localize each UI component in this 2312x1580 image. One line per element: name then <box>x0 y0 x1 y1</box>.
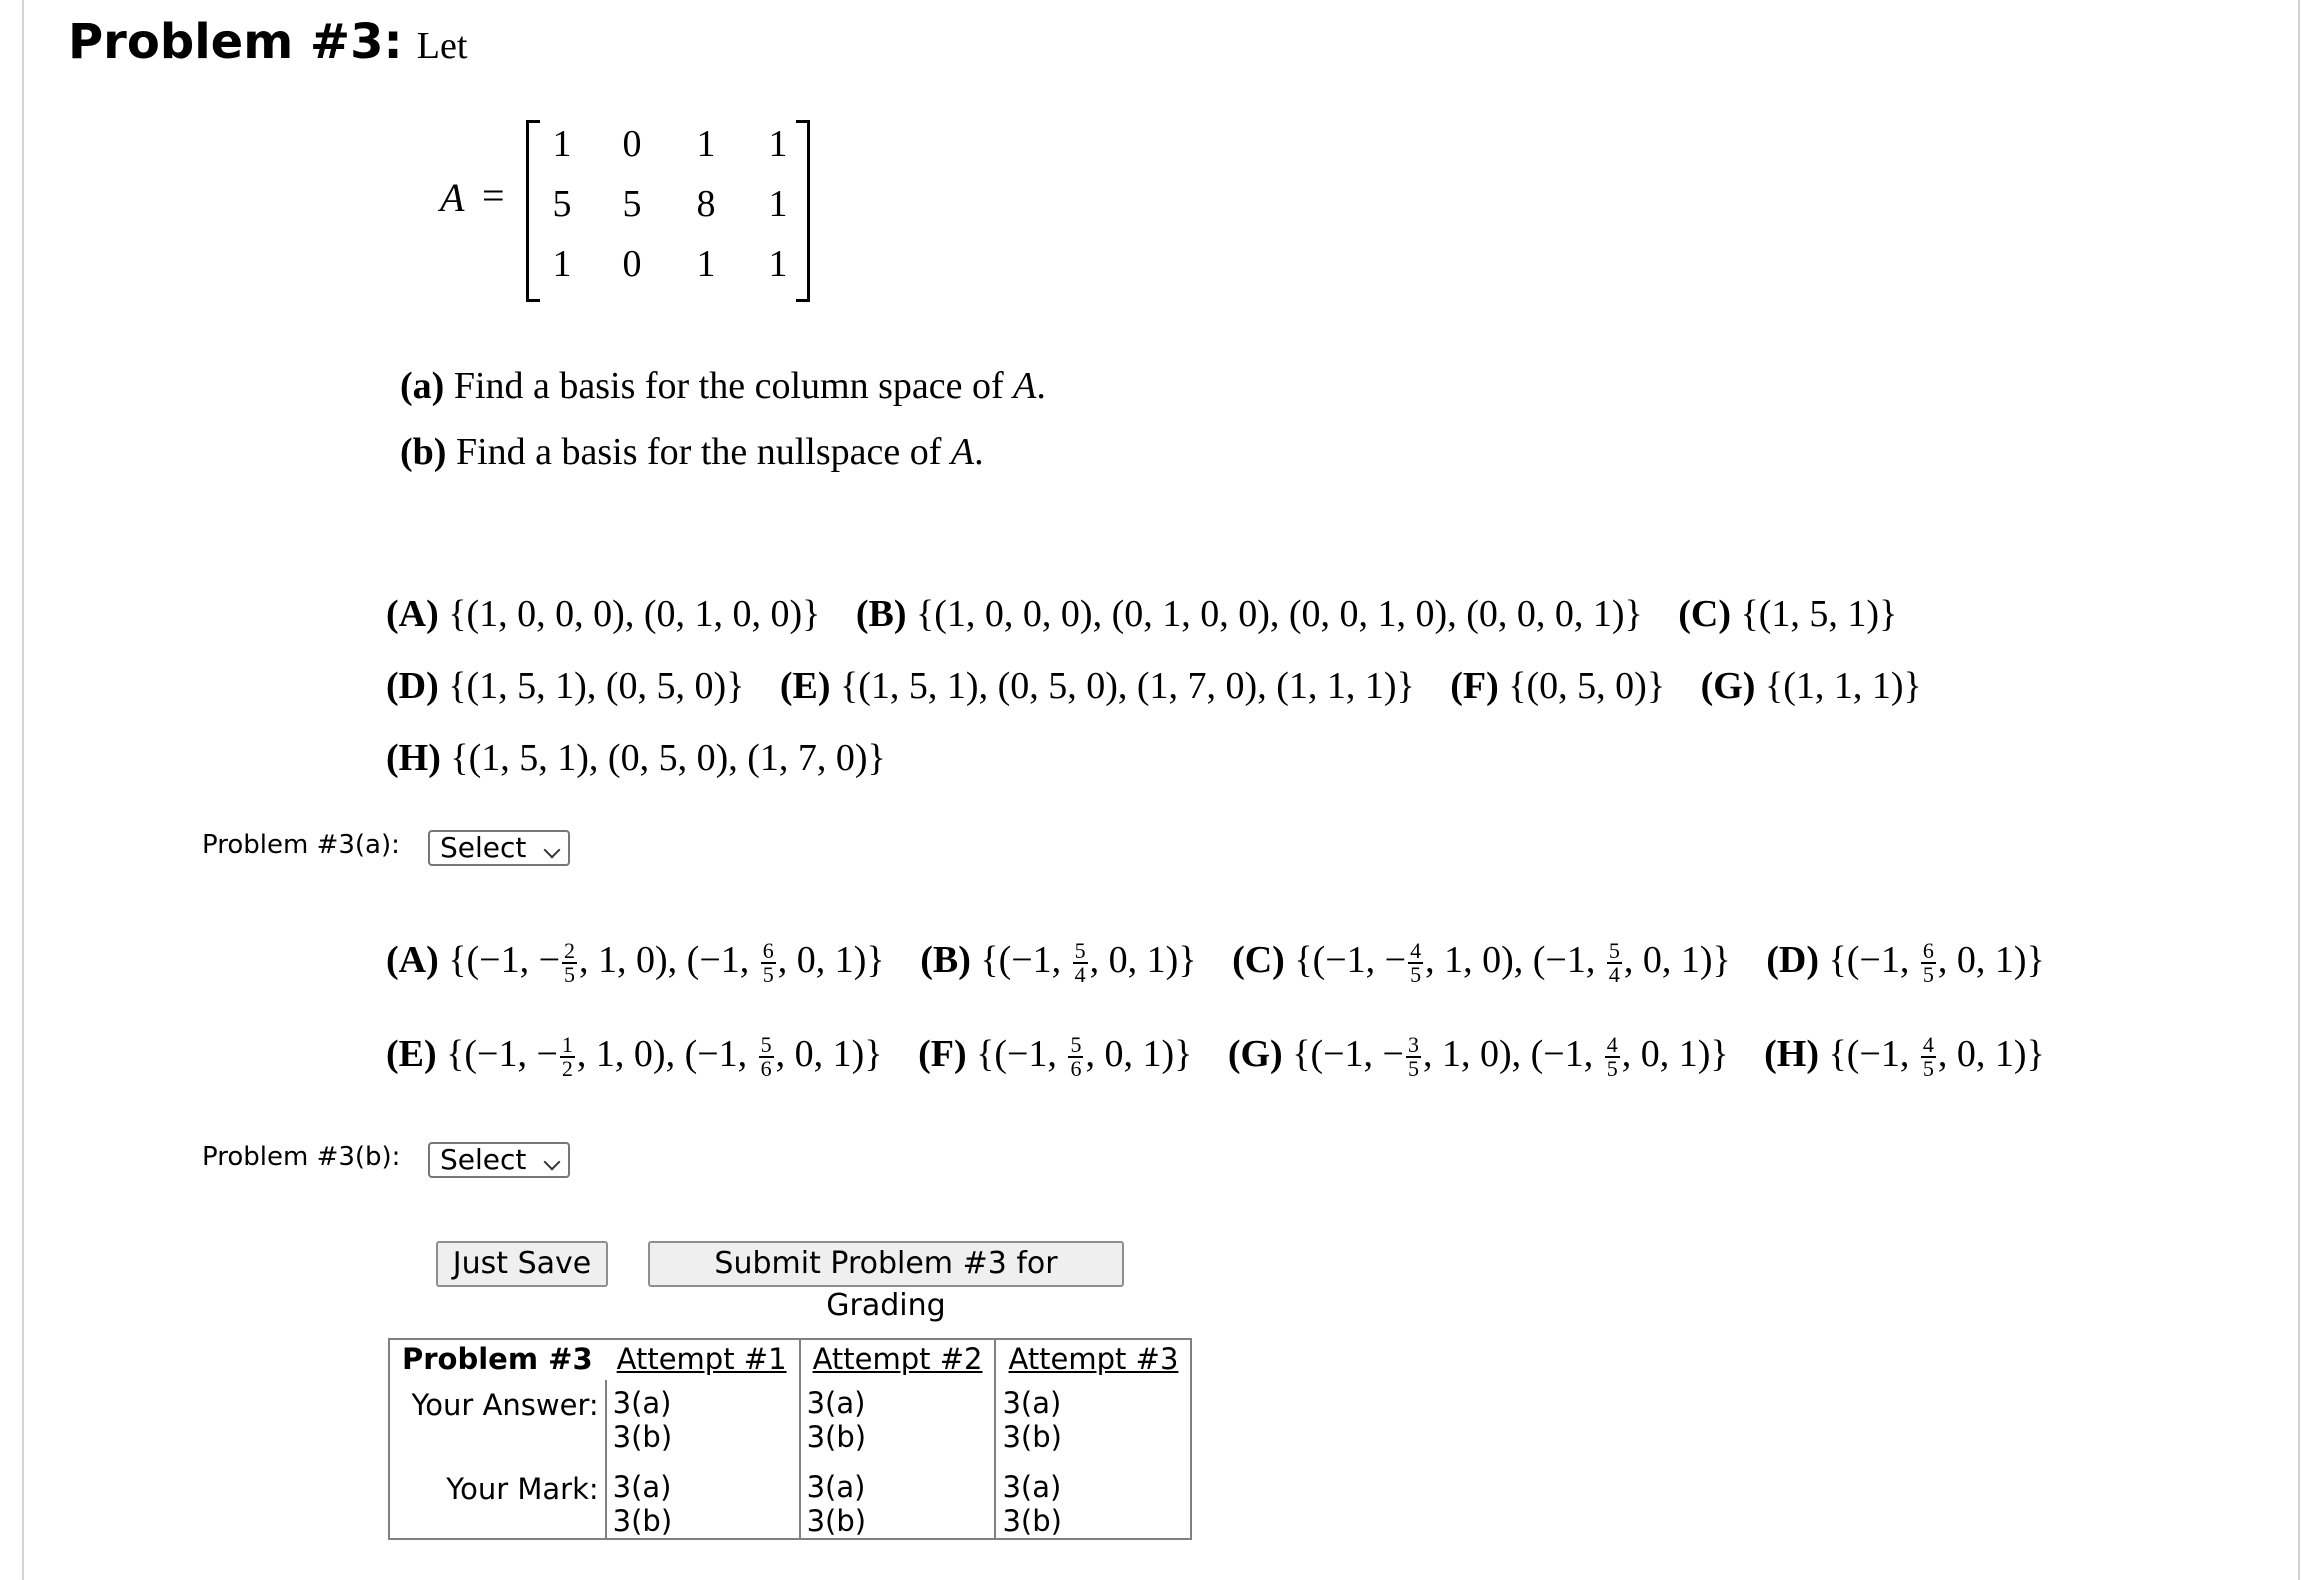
option-b-A <box>386 938 885 988</box>
option-label: (B) <box>855 593 907 635</box>
matrix-cell: 1 <box>696 243 716 285</box>
matrix-cell: 5 <box>552 183 572 225</box>
option-text: , 0, 1)} <box>1937 1033 2045 1075</box>
fraction <box>1073 940 1088 986</box>
option-text: {(1, 0, 0, 0), (0, 1, 0, 0), (0, 0, 1, 0), (0, 0, 0, 1)} <box>916 593 1643 635</box>
matrix-cell: 1 <box>696 123 716 165</box>
options-b-row-2 <box>386 1032 2071 1080</box>
chevron-down-icon <box>544 1154 561 1171</box>
matrix-cell: 1 <box>768 183 788 225</box>
option-label: (A) <box>386 593 439 635</box>
option-text: {(−1, <box>980 939 1071 981</box>
option-label: (H) <box>386 737 441 779</box>
option-text: , 0, 1)} <box>775 1033 883 1075</box>
option-label: (C) <box>1678 593 1732 635</box>
problem-title-text: Problem #3: <box>68 14 403 70</box>
fraction-numerator: 5 <box>1608 938 1620 964</box>
fraction <box>1068 1034 1083 1080</box>
option-b-B <box>920 938 1197 988</box>
option-a-A <box>386 593 820 635</box>
option-text: , 0, 1)} <box>777 939 885 981</box>
option-text: {(1, 0, 0, 0), (0, 1, 0, 0)} <box>448 593 821 635</box>
matrix-variable: A <box>440 175 465 220</box>
options-a-row-1 <box>386 592 1923 636</box>
option-label: (B) <box>920 939 971 981</box>
part-a-label: 3(a) <box>612 1470 672 1504</box>
matrix-cell: 0 <box>622 243 642 285</box>
question-a-end: . <box>1036 365 1046 407</box>
problem-let-text: Let <box>416 25 468 67</box>
option-a-E <box>780 665 1415 707</box>
problem-title <box>68 14 467 70</box>
option-label: (E) <box>779 665 831 707</box>
attempts-problem-header: Problem #3 <box>402 1342 593 1376</box>
your-mark-row <box>390 1454 1190 1538</box>
option-label: (G) <box>1227 1033 1283 1075</box>
option-text: {(0, 5, 0)} <box>1508 665 1666 707</box>
option-text: {(1, 5, 1), (0, 5, 0)} <box>448 665 745 707</box>
fraction-denominator: 2 <box>561 1056 573 1082</box>
part-b-label: 3(b) <box>612 1420 673 1454</box>
options-a-row-3 <box>386 736 912 780</box>
option-text: , 1, 0), (−1, <box>1425 939 1605 981</box>
option-text: , 0, 1)} <box>1621 1033 1729 1075</box>
submit-for-grading-button[interactable]: Submit Problem #3 for Grading <box>648 1241 1124 1287</box>
option-text: {(−1, − <box>446 1033 558 1075</box>
option-a-G <box>1701 665 1922 707</box>
matrix-cell: 8 <box>696 183 716 225</box>
question-a-label: (a) <box>400 365 445 407</box>
fraction <box>1607 940 1622 986</box>
question-b-text: Find a basis for the nullspace of <box>455 431 942 473</box>
matrix-cell: 1 <box>768 123 788 165</box>
options-a-row-2 <box>386 664 1948 708</box>
option-b-C <box>1232 938 1731 988</box>
option-a-D <box>386 665 744 707</box>
part-a-label: 3(a) <box>612 1386 672 1420</box>
fraction-denominator: 4 <box>1608 962 1620 988</box>
option-label: (F) <box>918 1033 967 1075</box>
question-b-label: (b) <box>400 431 447 473</box>
option-text: {(1, 5, 1), (0, 5, 0), (1, 7, 0), (1, 1, 1)} <box>840 665 1415 707</box>
option-text: {(1, 1, 1)} <box>1764 665 1922 707</box>
fraction-denominator: 5 <box>762 962 774 988</box>
question-b <box>400 430 984 474</box>
fraction-numerator: 4 <box>1606 1032 1618 1058</box>
fraction-numerator: 5 <box>1074 938 1086 964</box>
attempt-1-link[interactable]: Attempt #1 <box>616 1342 787 1376</box>
part-a-label: 3(a) <box>806 1470 866 1504</box>
fraction <box>761 940 776 986</box>
options-b-row-1 <box>386 938 2071 986</box>
attempt-2-answer <box>799 1380 995 1454</box>
your-answer-row <box>390 1380 1190 1454</box>
fraction-numerator: 1 <box>561 1032 573 1058</box>
matrix-cell: 1 <box>768 243 788 285</box>
option-label: (D) <box>1766 939 1820 981</box>
answer-a-select-value: Select <box>440 831 527 864</box>
matrix-a <box>440 112 820 302</box>
option-b-E <box>386 1032 883 1082</box>
fraction-denominator: 5 <box>564 962 576 988</box>
fraction-denominator: 5 <box>1606 1056 1618 1082</box>
option-a-H <box>386 737 886 779</box>
fraction-denominator: 6 <box>760 1056 772 1082</box>
option-a-C <box>1678 593 1897 635</box>
matrix-equals: = <box>482 173 505 218</box>
fraction-numerator: 2 <box>564 938 576 964</box>
fraction <box>1406 1034 1421 1080</box>
page-left-border <box>22 0 24 1580</box>
option-text: , 1, 0), (−1, <box>1422 1033 1603 1075</box>
part-b-label: 3(b) <box>1002 1420 1062 1454</box>
attempt-3-link[interactable]: Attempt #3 <box>1008 1342 1179 1376</box>
option-label: (G) <box>1700 665 1756 707</box>
question-a <box>400 364 1046 408</box>
option-text: {(−1, <box>976 1033 1067 1075</box>
option-label: (D) <box>386 665 439 707</box>
part-b-label: 3(b) <box>806 1420 867 1454</box>
option-text: , 0, 1)} <box>1089 939 1197 981</box>
option-text: , 0, 1)} <box>1937 939 2045 981</box>
matrix-cell: 5 <box>622 183 642 225</box>
chevron-down-icon <box>544 842 561 859</box>
option-text: {(1, 5, 1), (0, 5, 0), (1, 7, 0)} <box>450 737 886 779</box>
fraction <box>1921 940 1936 986</box>
question-b-var: A <box>950 431 975 473</box>
fraction-denominator: 4 <box>1074 962 1086 988</box>
option-b-D <box>1766 938 2045 988</box>
option-text: {(−1, <box>1828 939 1919 981</box>
fraction <box>1605 1034 1620 1080</box>
option-label: (E) <box>386 1033 437 1075</box>
fraction <box>562 940 577 986</box>
answer-a-label: Problem #3(a): <box>202 830 400 860</box>
attempt-3-mark <box>994 1454 1190 1538</box>
your-answer-label: Your Answer: <box>411 1388 599 1422</box>
option-text: , 0, 1)} <box>1085 1033 1193 1075</box>
fraction-denominator: 5 <box>1407 1056 1419 1082</box>
answer-b-select[interactable] <box>428 1142 570 1178</box>
option-text: {(1, 5, 1)} <box>1740 593 1898 635</box>
answer-b-label: Problem #3(b): <box>202 1142 401 1172</box>
part-a-label: 3(a) <box>806 1386 866 1420</box>
matrix-cell: 1 <box>552 243 572 285</box>
fraction-denominator: 5 <box>1922 1056 1934 1082</box>
fraction-denominator: 6 <box>1070 1056 1082 1082</box>
just-save-button[interactable]: Just Save <box>436 1241 608 1287</box>
answer-b-select-value: Select <box>440 1143 527 1176</box>
matrix-cell: 0 <box>622 123 642 165</box>
attempt-3-answer <box>994 1380 1190 1454</box>
option-label: (H) <box>1764 1033 1820 1075</box>
part-b-label: 3(b) <box>612 1504 673 1538</box>
option-a-B <box>856 593 1643 635</box>
attempts-table <box>388 1338 1192 1540</box>
option-text: , 0, 1)} <box>1623 939 1731 981</box>
fraction-numerator: 5 <box>760 1032 772 1058</box>
fraction-denominator: 5 <box>1922 962 1934 988</box>
option-b-F <box>918 1032 1193 1082</box>
question-a-text: Find a basis for the column space of <box>453 365 1004 407</box>
attempt-1-mark <box>605 1454 799 1538</box>
option-b-H <box>1764 1032 2045 1082</box>
option-a-F <box>1450 665 1665 707</box>
part-a-label: 3(a) <box>1002 1470 1062 1504</box>
option-label: (A) <box>386 939 439 981</box>
option-text: {(−1, − <box>1292 1033 1404 1075</box>
fraction <box>1921 1034 1936 1080</box>
fraction-numerator: 6 <box>1922 938 1934 964</box>
option-text: , 1, 0), (−1, <box>576 1033 757 1075</box>
attempt-2-mark <box>799 1454 995 1538</box>
fraction <box>759 1034 774 1080</box>
attempt-2-link[interactable]: Attempt #2 <box>812 1342 983 1376</box>
fraction <box>1408 940 1423 986</box>
option-b-G <box>1227 1032 1729 1082</box>
option-text: , 1, 0), (−1, <box>579 939 759 981</box>
fraction-denominator: 5 <box>1410 962 1422 988</box>
answer-a-select[interactable] <box>428 830 570 866</box>
option-label: (F) <box>1450 665 1499 707</box>
option-text: {(−1, − <box>448 939 561 981</box>
part-a-label: 3(a) <box>1002 1386 1062 1420</box>
question-a-var: A <box>1013 365 1037 407</box>
attempts-header-row <box>390 1340 1190 1380</box>
part-b-label: 3(b) <box>806 1504 867 1538</box>
part-b-label: 3(b) <box>1002 1504 1062 1538</box>
fraction-numerator: 6 <box>762 938 774 964</box>
matrix-cell: 1 <box>552 123 572 165</box>
option-text: {(−1, − <box>1294 939 1407 981</box>
fraction-numerator: 4 <box>1922 1032 1934 1058</box>
question-b-end: . <box>974 431 984 473</box>
fraction-numerator: 4 <box>1410 938 1422 964</box>
your-mark-label: Your Mark: <box>446 1472 599 1506</box>
fraction <box>560 1034 575 1080</box>
page-right-border <box>2298 0 2300 1580</box>
option-text: {(−1, <box>1828 1033 1919 1075</box>
fraction-numerator: 5 <box>1070 1032 1082 1058</box>
fraction-numerator: 3 <box>1407 1032 1419 1058</box>
attempt-1-answer <box>605 1380 799 1454</box>
option-label: (C) <box>1232 939 1285 981</box>
